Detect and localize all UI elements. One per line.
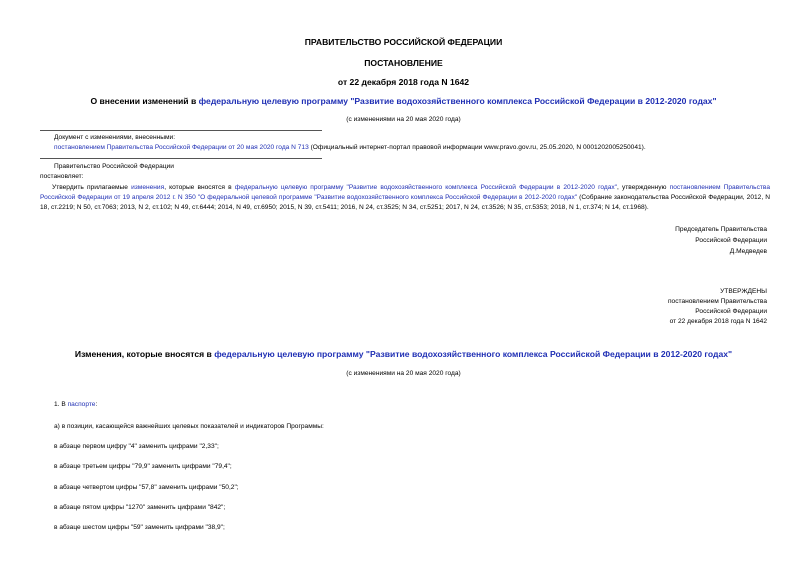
section-program-link[interactable]: федеральную целевую программу "Развитие водохозяйственного комплекса Российской Федерации в 2012-2020 годах" bbox=[214, 349, 733, 359]
signature-line2: Российской Федерации bbox=[695, 237, 767, 244]
text-span: Утвердить прилагаемые bbox=[52, 184, 132, 191]
document-date: от 22 декабря 2018 года N 1642 bbox=[337, 77, 470, 87]
approved-line1: УТВЕРЖДЕНЫ bbox=[720, 288, 767, 295]
signature-line1: Председатель Правительства bbox=[675, 226, 767, 233]
item-b1: в абзаце первом цифру "4" заменить цифрами "2,33"; bbox=[54, 443, 219, 450]
text-span: (Собрание законодательства Российской Федерации, 2012, N 18, ст.2219; N 50, ст.7063; 2013, N 2, ст.102; N 49, ст.6444; 2014, N 49, ст.6950; 2015, N 39, ст.5411; 2016, N 24, ст.3525; N 34, ст.5251; 2017, N 24, ст.3526; N 35, ст.5353; 2018, N 1, ст.374; N 14, ст.1968). bbox=[40, 194, 770, 212]
approved-line3: Российской Федерации bbox=[695, 308, 767, 315]
amendment-source: (Официальный интернет-портал правовой информации www.pravo.gov.ru, 25.05.2020, N 0001202005250041). bbox=[308, 144, 646, 151]
item-1 bbox=[54, 401, 97, 408]
text-span: , утвержденную bbox=[617, 184, 670, 191]
text-span: 1. В bbox=[54, 401, 68, 408]
passport-link[interactable]: паспорте bbox=[67, 401, 96, 408]
item-b5: в абзаце шестом цифры "59" заменить цифрами "38,9"; bbox=[54, 524, 225, 531]
preamble-line2: постановляет: bbox=[40, 173, 84, 180]
changes-link[interactable]: изменения bbox=[131, 184, 165, 191]
text-span: : bbox=[95, 401, 98, 408]
main-paragraph bbox=[40, 183, 770, 214]
section-title bbox=[0, 349, 807, 359]
text-span: , которые вносятся в bbox=[164, 184, 235, 191]
preamble-line1: Правительство Российской Федерации bbox=[54, 163, 174, 170]
section-revision-note: (с изменениями на 20 мая 2020 года) bbox=[346, 370, 461, 377]
program-link[interactable]: федеральную целевую программу "Развитие водохозяйственного комплекса Российской Федерации в 2012-2020 годах" bbox=[198, 96, 717, 106]
item-b4: в абзаце пятом цифры "1270" заменить цифрами "842"; bbox=[54, 504, 226, 511]
item-a: а) в позиции, касающейся важнейших целевых показателей и индикаторов Программы: bbox=[54, 423, 324, 430]
document-type: ПОСТАНОВЛЕНИЕ bbox=[364, 58, 443, 68]
signature-name: Д.Медведев bbox=[729, 248, 767, 255]
section-title-prefix: Изменения, которые вносятся в bbox=[74, 349, 215, 359]
revision-note: (с изменениями на 20 мая 2020 года) bbox=[346, 116, 461, 123]
resolution-350-link[interactable]: постановлением Правительства Российской Федерации от 19 апреля 2012 г. N 350 "О федеральной целевой программе "Развитие водохозяйственного комплекса Российской Федерации в 2012-2020 годах" bbox=[40, 184, 770, 202]
item-b3: в абзаце четвертом цифры "57,8" заменить цифрами "50,2"; bbox=[54, 484, 239, 491]
program-link-body[interactable]: федеральную целевую программу "Развитие водохозяйственного комплекса Российской Федерации в 2012-2020 годах" bbox=[234, 184, 617, 191]
approved-line2: постановлением Правительства bbox=[667, 298, 767, 305]
amendment-link[interactable]: постановлением Правительства Российской Федерации от 20 мая 2020 года N 713 bbox=[54, 144, 309, 151]
divider-bottom bbox=[40, 158, 322, 159]
title-prefix: О внесении изменений в bbox=[90, 96, 199, 106]
item-b2: в абзаце третьем цифры "79,9" заменить цифрами "79,4"; bbox=[54, 463, 232, 470]
changes-line bbox=[54, 144, 646, 151]
approved-line4: от 22 декабря 2018 года N 1642 bbox=[669, 318, 767, 325]
divider-top bbox=[40, 130, 322, 131]
document-title bbox=[0, 96, 807, 106]
government-heading: ПРАВИТЕЛЬСТВО РОССИЙСКОЙ ФЕДЕРАЦИИ bbox=[304, 37, 503, 47]
changes-heading: Документ с изменениями, внесенными: bbox=[54, 134, 176, 141]
